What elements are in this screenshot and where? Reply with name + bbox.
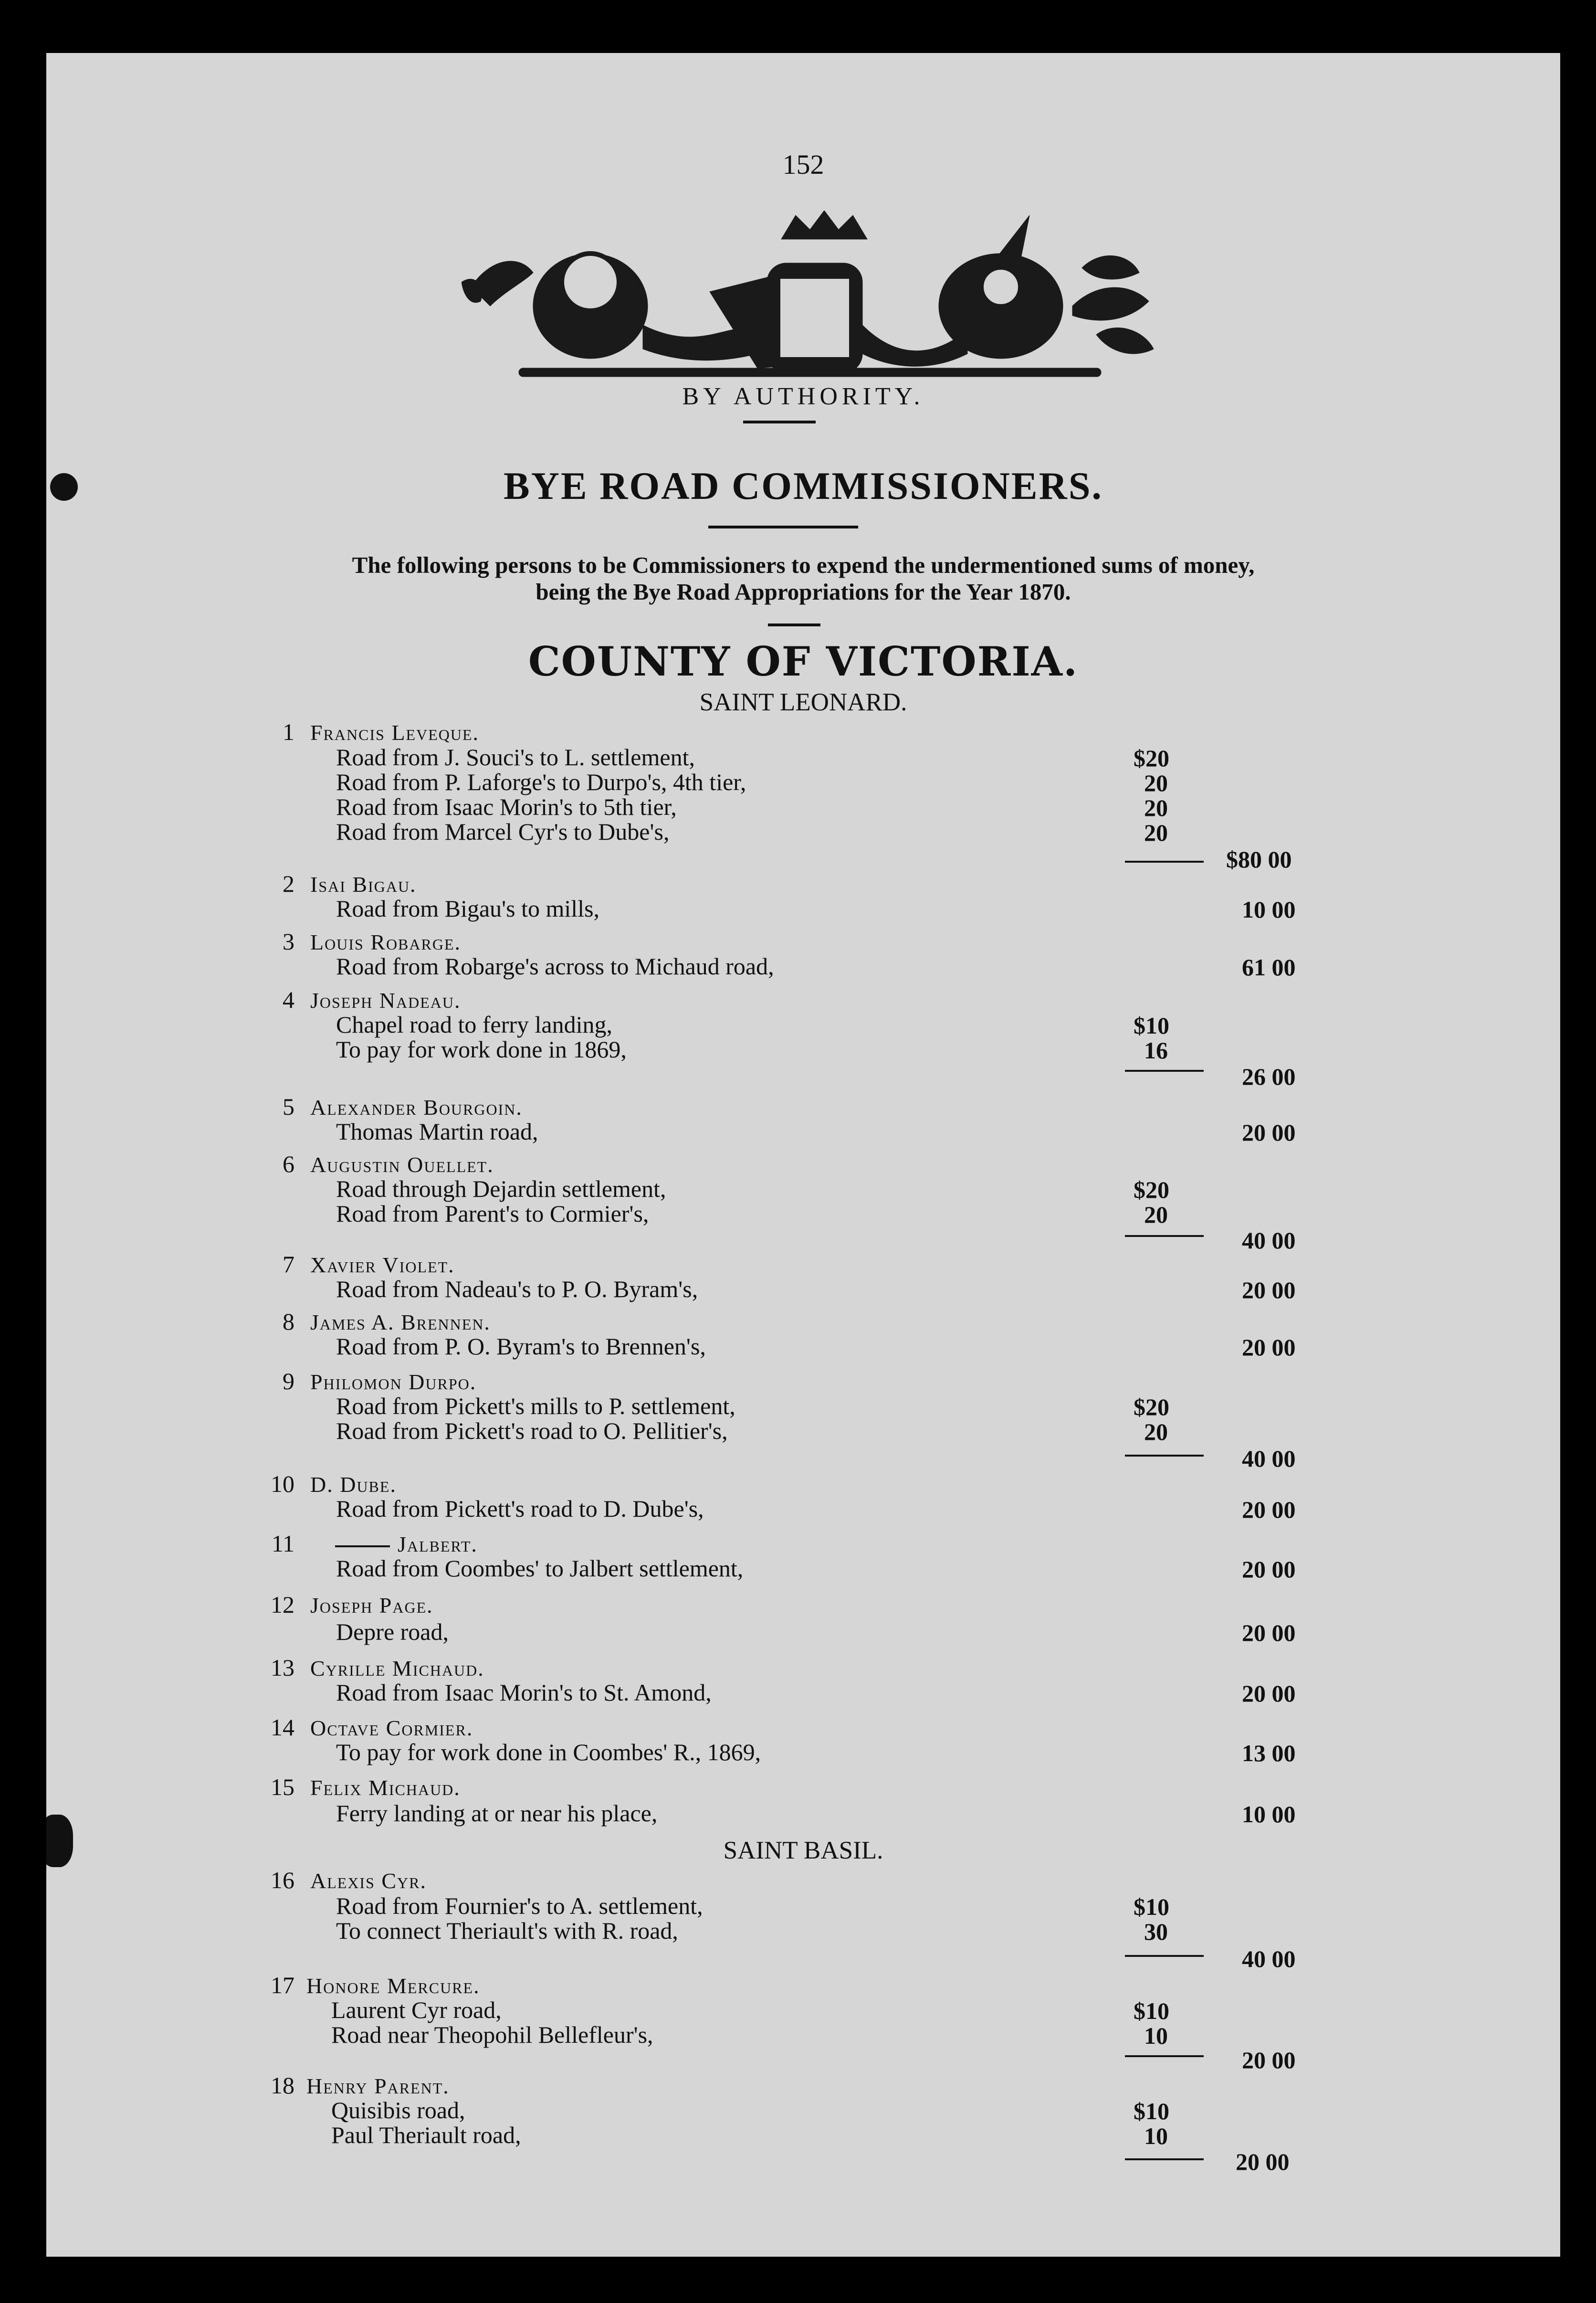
- entry-total: 20 00: [1242, 1334, 1296, 1361]
- item-amount: 20: [1144, 1201, 1168, 1228]
- sum-rule: [1125, 1070, 1204, 1072]
- road-item: Road near Theopohil Bellefleur's,: [331, 2021, 653, 2048]
- entry-number: 18: [271, 2072, 294, 2099]
- commissioner-name: Alexander Bourgoin.: [310, 1095, 523, 1120]
- item-amount: 20: [1144, 770, 1168, 796]
- item-amount: 10: [1144, 2123, 1168, 2149]
- entry-number: 16: [271, 1867, 294, 1893]
- road-item: Road from Pickett's road to D. Dube's,: [336, 1495, 704, 1522]
- commissioner-name: Cyrille Michaud.: [310, 1656, 484, 1680]
- road-item: Paul Theriault road,: [331, 2122, 521, 2148]
- item-amount: $10: [1134, 1893, 1169, 1920]
- commissioner-name: Felix Michaud.: [310, 1775, 461, 1800]
- road-item: Road from P. O. Byram's to Brennen's,: [336, 1333, 706, 1360]
- divider: [768, 623, 820, 626]
- item-amount: 20: [1144, 794, 1168, 821]
- royal-coat-of-arms-crest: [462, 211, 1158, 382]
- item-amount: 30: [1144, 1918, 1168, 1945]
- entry-number: 5: [283, 1093, 294, 1120]
- commissioner-name: Augustin Ouellet.: [310, 1152, 494, 1177]
- entry-total: 40 00: [1242, 1445, 1296, 1472]
- entry-total: $80 00: [1226, 846, 1292, 873]
- entry-total: 20 00: [1236, 2148, 1290, 2175]
- road-item: Laurent Cyr road,: [331, 1997, 502, 2023]
- item-amount: $10: [1134, 1012, 1169, 1039]
- divider: [743, 421, 816, 423]
- commissioner-name: D. Dube.: [310, 1472, 397, 1497]
- road-item: Road from J. Souci's to L. settlement,: [336, 744, 695, 771]
- entry-total: 20 00: [1242, 2047, 1296, 2073]
- sum-rule: [1125, 2158, 1204, 2160]
- road-item: Ferry landing at or near his place,: [336, 1800, 658, 1827]
- entry-number: 14: [271, 1714, 294, 1741]
- entry-number: 12: [271, 1591, 294, 1618]
- entry-total: 10 00: [1242, 896, 1296, 923]
- entry-number: 2: [283, 870, 294, 897]
- entry-number: 10: [271, 1470, 294, 1497]
- item-amount: 16: [1144, 1037, 1168, 1064]
- entry-number: 1: [283, 718, 294, 745]
- entry-number: 8: [283, 1308, 294, 1335]
- entry-number: 17: [271, 1972, 294, 1998]
- intro-line: The following persons to be Commissioners to expend the undermentioned sums of money,: [352, 552, 1255, 578]
- road-item: Quisibis road,: [331, 2097, 465, 2123]
- entry-total: 20 00: [1242, 1277, 1296, 1303]
- road-item: To pay for work done in 1869,: [336, 1036, 627, 1063]
- entry-total: 13 00: [1242, 1740, 1296, 1766]
- entry-total: 20 00: [1242, 1119, 1296, 1146]
- road-item: Road from Parent's to Cormier's,: [336, 1200, 649, 1227]
- item-amount: $10: [1134, 2098, 1169, 2124]
- entry-number: 7: [283, 1251, 294, 1278]
- sum-rule: [1125, 861, 1204, 863]
- item-amount: $20: [1134, 745, 1169, 771]
- item-amount: $20: [1134, 1176, 1169, 1203]
- road-item: Road from Nadeau's to P. O. Byram's,: [336, 1276, 698, 1302]
- blank-first-name-dash: [335, 1545, 390, 1547]
- entry-total: 10 00: [1242, 1801, 1296, 1828]
- commissioner-name: Xavier Violet.: [310, 1253, 455, 1277]
- intro-line: being the Bye Road Appropriations for the Year 1870.: [536, 579, 1071, 605]
- road-item: Depre road,: [336, 1618, 449, 1645]
- commissioner-name: Jalbert.: [335, 1532, 478, 1557]
- section-heading: SAINT LEONARD.: [699, 688, 907, 716]
- entry-total: 61 00: [1242, 954, 1296, 981]
- commissioner-name: Alexis Cyr.: [310, 1869, 427, 1893]
- county-heading: COUNTY OF VICTORIA.: [528, 638, 1079, 685]
- item-amount: 10: [1144, 2022, 1168, 2049]
- sum-rule: [1125, 1455, 1204, 1457]
- sum-rule: [1125, 1235, 1204, 1237]
- intro-paragraph: [46, 552, 1560, 605]
- entry-number: 11: [271, 1530, 294, 1557]
- commissioner-name: Joseph Nadeau.: [310, 988, 461, 1013]
- document-page: [46, 53, 1560, 2257]
- road-item: Road from Isaac Morin's to St. Amond,: [336, 1679, 712, 1706]
- commissioner-name: Francis Leveque.: [310, 720, 480, 745]
- sum-rule: [1125, 1955, 1204, 1957]
- road-item: Chapel road to ferry landing,: [336, 1011, 612, 1038]
- entry-number: 13: [271, 1654, 294, 1681]
- entry-total: 40 00: [1242, 1227, 1296, 1254]
- item-amount: $20: [1134, 1394, 1169, 1420]
- entry-total: 20 00: [1242, 1496, 1296, 1523]
- road-item: Road from Isaac Morin's to 5th tier,: [336, 793, 677, 820]
- item-amount: 20: [1144, 819, 1168, 846]
- road-item: Road from Marcel Cyr's to Dube's,: [336, 818, 670, 845]
- entry-total: 20 00: [1242, 1556, 1296, 1583]
- commissioner-name: Henry Parent.: [306, 2074, 450, 2098]
- road-item: Road from Pickett's road to O. Pellitier's,: [336, 1417, 728, 1444]
- entry-number: 9: [283, 1368, 294, 1394]
- commissioner-name: Louis Robarge.: [310, 930, 462, 954]
- section-heading: SAINT BASIL.: [723, 1837, 883, 1864]
- entry-number: 3: [283, 928, 294, 955]
- divider: [708, 526, 858, 528]
- page-number: 152: [782, 149, 824, 180]
- item-amount: 20: [1144, 1418, 1168, 1445]
- entry-total: 40 00: [1242, 1945, 1296, 1972]
- sum-rule: [1125, 2055, 1204, 2057]
- road-item: Road from Bigau's to mills,: [336, 895, 600, 922]
- road-item: Road from Coombes' to Jalbert settlement,: [336, 1555, 744, 1582]
- road-item: Road from Fournier's to A. settlement,: [336, 1892, 703, 1919]
- road-item: Road from P. Laforge's to Durpo's, 4th tier,: [336, 769, 746, 795]
- item-amount: $10: [1134, 1997, 1169, 2024]
- road-item: Road through Dejardin settlement,: [336, 1175, 666, 1202]
- document-title: BYE ROAD COMMISSIONERS.: [504, 464, 1103, 507]
- road-item: To pay for work done in Coombes' R., 1869,: [336, 1739, 761, 1765]
- entry-total: 20 00: [1242, 1680, 1296, 1707]
- road-item: Road from Robarge's across to Michaud road,: [336, 953, 774, 980]
- commissioner-name: Joseph Page.: [310, 1593, 433, 1617]
- entry-total: 20 00: [1242, 1619, 1296, 1646]
- road-item: Thomas Martin road,: [336, 1118, 538, 1145]
- entry-number: 4: [283, 986, 294, 1013]
- commissioner-name: Honore Mercure.: [306, 1974, 480, 1998]
- by-authority-heading: BY AUTHORITY.: [682, 383, 924, 410]
- road-item: To connect Theriault's with R. road,: [336, 1917, 678, 1944]
- entry-total: 26 00: [1242, 1063, 1296, 1090]
- commissioner-name: Philomon Durpo.: [310, 1370, 477, 1394]
- entry-number: 15: [271, 1774, 294, 1800]
- commissioner-name: Isai Bigau.: [310, 872, 417, 897]
- commissioner-name: Octave Cormier.: [310, 1716, 473, 1740]
- road-item: Road from Pickett's mills to P. settlement,: [336, 1393, 735, 1419]
- entry-number: 6: [283, 1151, 294, 1177]
- commissioner-name: James A. Brennen.: [310, 1310, 491, 1334]
